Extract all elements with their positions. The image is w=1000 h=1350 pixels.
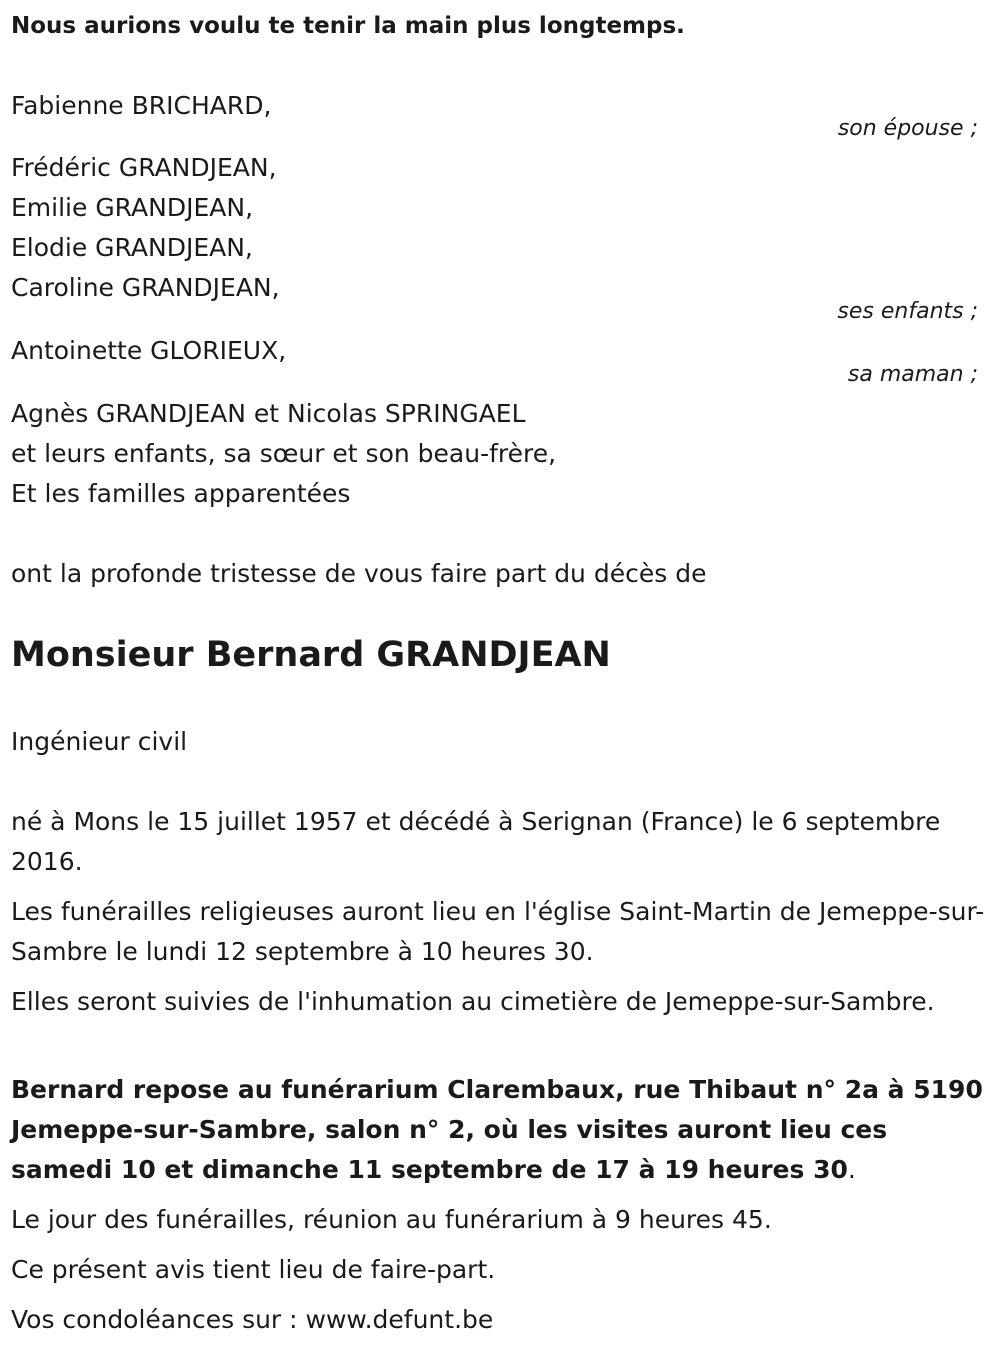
birth-death-info: né à Mons le 15 juillet 1957 et décédé à Serignan (France) le 6 septembre 2016.	[11, 807, 941, 876]
meeting-info: Le jour des funérailles, réunion au funérarium à 9 heures 45.	[11, 1205, 772, 1234]
announcement: ont la profonde tristesse de vous faire part du décès de	[11, 559, 707, 588]
mother-relation: sa maman ;	[847, 362, 978, 387]
notice: Ce présent avis tient lieu de faire-part.	[11, 1255, 496, 1284]
relatives-line: et leurs enfants, sa sœur et son beau-frère,	[11, 439, 557, 468]
child-name: Elodie GRANDJEAN,	[11, 233, 253, 262]
relatives-line: Et les familles apparentées	[11, 479, 351, 508]
visitation-text: Bernard repose au funérarium Clarembaux, rue Thibaut n° 2a à 5190 Jemeppe-sur-Sambre, salon n° 2, où les visites auront lieu ces samedi 10 et dimanche 11 septembre de 17 à 19 heures 30	[11, 1075, 983, 1184]
visitation-period: .	[847, 1155, 856, 1184]
visitation-info	[11, 1070, 996, 1190]
profession: Ingénieur civil	[11, 727, 188, 756]
mother-name: Antoinette GLORIEUX,	[11, 336, 287, 365]
children-relation: ses enfants ;	[837, 299, 978, 324]
relatives-line: Agnès GRANDJEAN et Nicolas SPRINGAEL	[11, 399, 526, 428]
spouse-relation: son épouse ;	[837, 116, 978, 141]
funeral-info: Les funérailles religieuses auront lieu en l'église Saint-Martin de Jemeppe-sur-Sambre le lundi 12 septembre à 10 heures 30.	[11, 897, 985, 966]
child-name: Emilie GRANDJEAN,	[11, 193, 254, 222]
burial-info: Elles seront suivies de l'inhumation au cimetière de Jemeppe-sur-Sambre.	[11, 987, 935, 1016]
deceased-name: Monsieur Bernard GRANDJEAN	[11, 635, 611, 675]
child-name: Caroline GRANDJEAN,	[11, 273, 280, 302]
spouse-name: Fabienne BRICHARD,	[11, 91, 272, 120]
headline: Nous aurions voulu te tenir la main plus longtemps.	[11, 13, 685, 39]
child-name: Frédéric GRANDJEAN,	[11, 153, 277, 182]
condolences-link[interactable]: Vos condoléances sur : www.defunt.be	[11, 1305, 494, 1334]
